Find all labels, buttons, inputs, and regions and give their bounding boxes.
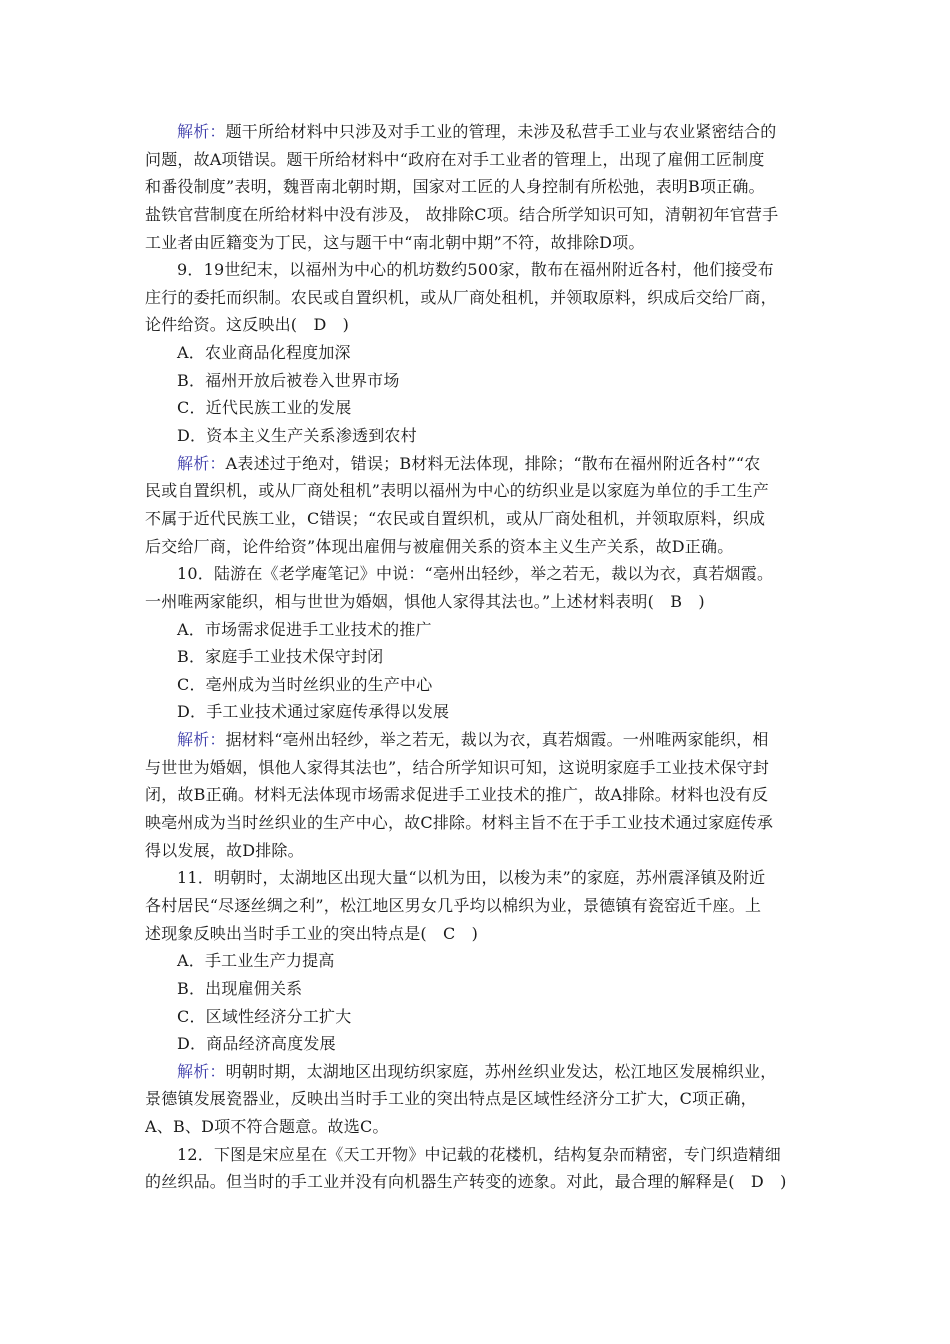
analysis-label: 解析： (177, 122, 226, 141)
analysis-text: 题干所给材料中只涉及对手工业的管理，未涉及私营手工业与农业紧密结合的 (225, 122, 777, 141)
q8-analysis-line-2: 问题，故A项错误。题干所给材料中“政府在对手工业者的管理上，出现了雇佣工匠制度 (145, 149, 765, 169)
q11-analysis-line-2: 景德镇发展瓷器业，反映出当时手工业的突出特点是区域性经济分工扩大，C项正确， (145, 1089, 757, 1109)
q8-analysis-line-5: 工业者由匠籍变为丁民，这与题干中“南北朝中期”不符，故排除D项。 (145, 232, 645, 252)
q10-option-a: A．市场需求促进手工业技术的推广 (177, 619, 432, 639)
analysis-text: 明朝时期，太湖地区出现纺织家庭，苏州丝织业发达，松江地区发展棉织业， (225, 1061, 777, 1081)
q11-analysis-line-1 (145, 1058, 815, 1086)
q11-analysis-line-3: A、B、D项不符合题意。故选C。 (145, 1117, 389, 1137)
q11-option-a: A．手工业生产力提高 (177, 951, 335, 971)
analysis-label: 解析： (177, 730, 226, 750)
q9-stem-line-3: 论件给资。这反映出( D ) (145, 315, 350, 335)
q9-stem-line-2: 庄行的委托而织制。农民或自置织机，或从厂商处租机，并领取原料，织成后交给厂商， (145, 287, 777, 307)
q10-option-b: B．家庭手工业技术保守封闭 (177, 647, 384, 667)
analysis-label: 解析： (177, 1061, 226, 1081)
q8-analysis-line-4: 盐铁官营制度在所给材料中没有涉及， 故排除C项。结合所学知识可知，清朝初年官营手 (145, 204, 779, 224)
q9-option-d: D．资本主义生产关系渗透到农村 (177, 426, 417, 446)
q9-analysis-line-2: 民或自置织机，或从厂商处租机”表明以福州为中心的纺织业是以家庭为单位的手工生产 (145, 481, 769, 501)
q10-stem-line-2: 一州唯两家能织，相与世世为婚姻，惧他人家得其法也。”上述材料表明( B ) (145, 591, 705, 611)
q9-option-a: A．农业商品化程度加深 (177, 343, 351, 363)
q11-stem-line-2: 各村居民“尽逐丝绸之利”，松江地区男女几乎均以棉织为业，景德镇有瓷窑近千座。上 (145, 895, 762, 915)
q11-stem-line-3: 述现象反映出当时手工业的突出特点是( C ) (145, 923, 479, 943)
q10-analysis-line-4: 映亳州成为当时丝织业的生产中心，故C排除。材料主旨不在于手工业技术通过家庭传承 (145, 813, 774, 833)
q12-stem-line-2: 的丝织品。但当时的手工业并没有向机器生产转变的迹象。对此，最合理的解释是( D ) (145, 1172, 787, 1192)
q10-analysis-line-3: 闭，故B正确。材料无法体现市场需求促进手工业技术的推广，故A排除。材料也没有反 (145, 785, 769, 805)
analysis-text: A表述过于绝对，错误；B材料无法体现，排除；“散布在福州附近各村”“农 (225, 453, 761, 473)
q11-option-d: D．商品经济高度发展 (177, 1034, 336, 1054)
document-content (145, 118, 815, 1196)
q10-analysis-line-2: 与世世为婚姻，惧他人家得其法也”，结合所学知识可知，这说明家庭手工业技术保守封 (145, 757, 769, 777)
q9-analysis-line-4: 后交给厂商，论件给资”体现出雇佣与被雇佣关系的资本主义生产关系，故D正确。 (145, 536, 734, 556)
q9-stem-line-1: 9．19世纪末，以福州为中心的机坊数约500家，散布在福州附近各村，他们接受布 (177, 260, 774, 280)
analysis-text: 据材料“亳州出轻纱，举之若无，裁以为衣，真若烟霞。一州唯两家能织，相 (225, 730, 769, 750)
q11-option-c: C．区域性经济分工扩大 (177, 1006, 352, 1026)
q9-analysis-line-3: 不属于近代民族工业，C错误；“农民或自置织机，或从厂商处租机，并领取原料，织成 (145, 508, 766, 528)
q10-stem-line-1: 10．陆游在《老学庵笔记》中说：“亳州出轻纱，举之若无，裁以为衣，真若烟霞。 (177, 564, 774, 584)
q9-option-c: C．近代民族工业的发展 (177, 398, 352, 418)
q12-stem-line-1: 12．下图是宋应星在《天工开物》中记载的花楼机，结构复杂而精密，专门织造精细 (177, 1144, 781, 1164)
q10-option-c: C．亳州成为当时丝织业的生产中心 (177, 674, 433, 694)
q9-option-b: B．福州开放后被卷入世界市场 (177, 370, 400, 390)
q11-option-b: B．出现雇佣关系 (177, 978, 303, 998)
q10-analysis-line-5: 得以发展，故D排除。 (145, 840, 304, 860)
q9-analysis-line-1 (145, 450, 815, 478)
q8-analysis-line-1 (145, 118, 815, 146)
q10-option-d: D．手工业技术通过家庭传承得以发展 (177, 702, 450, 722)
q11-stem-line-1: 11．明朝时，太湖地区出现大量“以机为田，以梭为耒”的家庭，苏州震泽镇及附近 (177, 868, 766, 888)
q8-analysis-line-3: 和番役制度”表明，魏晋南北朝时期，国家对工匠的人身控制有所松弛，表明B项正确。 (145, 177, 765, 197)
q10-analysis-line-1 (145, 726, 815, 754)
analysis-label: 解析： (177, 453, 226, 473)
